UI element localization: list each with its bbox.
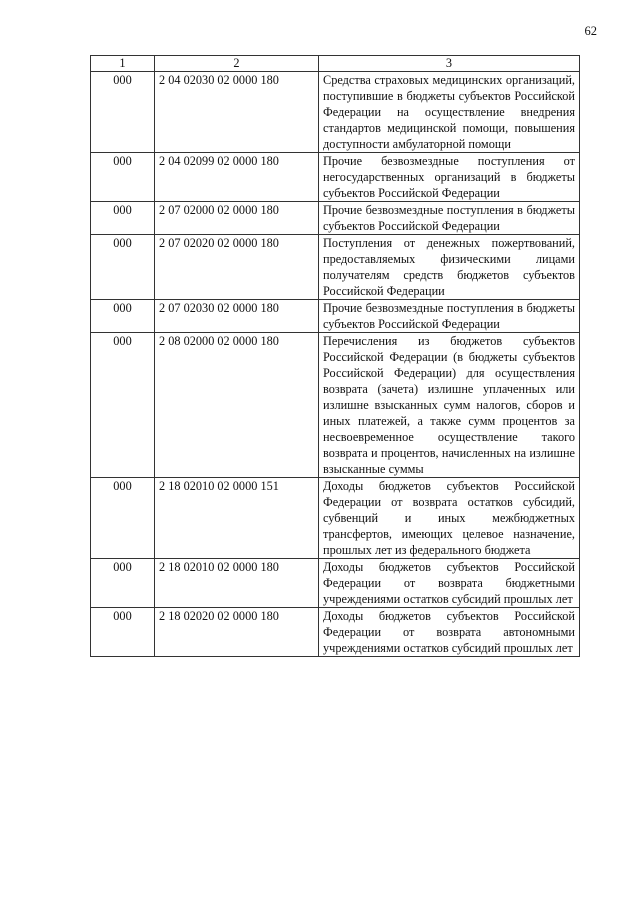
table-row: [91, 202, 580, 235]
budget-code-cell: 2 04 02099 02 0000 180: [155, 153, 319, 202]
table-row: [91, 608, 580, 657]
column-header-2: 2: [155, 56, 319, 72]
description-cell: Доходы бюджетов субъектов Российской Федерации от возврата остатков субсидий, субвенций и иных межбюджетных трансфертов, имеющих целевое назначение, прошлых лет из федерального бюджета: [319, 478, 580, 559]
budget-code-cell: 2 18 02010 02 0000 151: [155, 478, 319, 559]
admin-code-cell: 000: [91, 559, 155, 608]
admin-code-cell: 000: [91, 608, 155, 657]
budget-code-cell: 2 07 02030 02 0000 180: [155, 300, 319, 333]
description-cell: Доходы бюджетов субъектов Российской Федерации от возврата бюджетными учреждениями остатков субсидий прошлых лет: [319, 559, 580, 608]
page-number: 62: [584, 24, 597, 38]
table-row: [91, 333, 580, 478]
table-row: [91, 559, 580, 608]
budget-code-cell: 2 07 02020 02 0000 180: [155, 235, 319, 300]
budget-code-cell: 2 08 02000 02 0000 180: [155, 333, 319, 478]
description-cell: Поступления от денежных пожертвований, предоставляемых физическими лицами получателям средств бюджетов субъектов Российской Федерации: [319, 235, 580, 300]
admin-code-cell: 000: [91, 72, 155, 153]
table-row: [91, 300, 580, 333]
description-cell: Прочие безвозмездные поступления в бюджеты субъектов Российской Федерации: [319, 202, 580, 235]
budget-code-cell: 2 04 02030 02 0000 180: [155, 72, 319, 153]
table-row: [91, 153, 580, 202]
budget-code-cell: 2 07 02000 02 0000 180: [155, 202, 319, 235]
admin-code-cell: 000: [91, 478, 155, 559]
description-cell: Средства страховых медицинских организаций, поступившие в бюджеты субъектов Российской Федерации на осуществление внедрения стандартов медицинской помощи, повышения доступности амбулаторной помощи: [319, 72, 580, 153]
description-cell: Прочие безвозмездные поступления в бюджеты субъектов Российской Федерации: [319, 300, 580, 333]
budget-code-cell: 2 18 02010 02 0000 180: [155, 559, 319, 608]
admin-code-cell: 000: [91, 333, 155, 478]
table-row: [91, 478, 580, 559]
table-row: [91, 235, 580, 300]
description-cell: Прочие безвозмездные поступления от негосударственных организаций в бюджеты субъектов Российской Федерации: [319, 153, 580, 202]
revenue-codes-table: [90, 55, 580, 657]
admin-code-cell: 000: [91, 153, 155, 202]
table-header-row: [91, 56, 580, 72]
description-cell: Перечисления из бюджетов субъектов Российской Федерации (в бюджеты субъектов Российской Федерации) для осуществления возврата (зачета) излишне уплаченных или излишне взысканных сумм налогов, сборов и иных платежей, а также сумм процентов за несвоевременное осуществление такого возврата и процентов, начисленных на излишне взысканные суммы: [319, 333, 580, 478]
budget-code-cell: 2 18 02020 02 0000 180: [155, 608, 319, 657]
admin-code-cell: 000: [91, 235, 155, 300]
column-header-3: 3: [319, 56, 580, 72]
column-header-1: 1: [91, 56, 155, 72]
admin-code-cell: 000: [91, 202, 155, 235]
description-cell: Доходы бюджетов субъектов Российской Федерации от возврата автономными учреждениями остатков субсидий прошлых лет: [319, 608, 580, 657]
admin-code-cell: 000: [91, 300, 155, 333]
table-row: [91, 72, 580, 153]
